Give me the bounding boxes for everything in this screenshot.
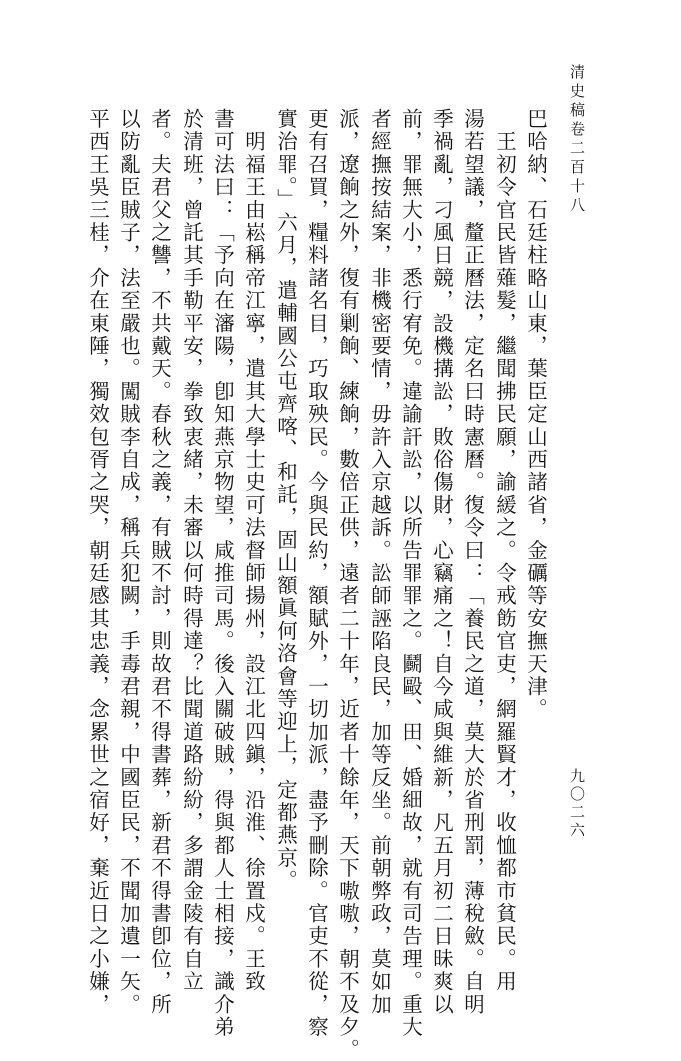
text-column: 明福王由崧稱帝江寧，遣其大學士史可法督師揚州，設江北四鎭，沿淮、徐置戍。王致 xyxy=(241,108,266,994)
text-column: 書可法曰：「予向在瀋陽，卽知燕京物望，咸推司馬。後入關破賊，得與都人士相接，識介弟 xyxy=(210,108,235,1039)
text-column: 於清班，曾託其手勒平安，拳致衷緒，未審以何時得達？比聞道路紛紛，多謂金陵有自立 xyxy=(179,108,204,994)
text-column: 者。夫君父之讐，不共戴天。春秋之義，有賊不討，則故君不得書葬，新君不得書卽位，所 xyxy=(147,108,172,1016)
text-column: 王初令官民皆薙髮，繼聞拂民願，諭緩之。令戒飭官吏，網羅賢才，收恤都市貧民。用 xyxy=(492,108,517,994)
text-column: 以防亂臣賊子，法至嚴也。闖賊李自成，稱兵犯闕，手毒君親，中國臣民，不聞加遺一矢。 xyxy=(116,108,141,1016)
page-number: 九〇二六 xyxy=(568,768,586,840)
text-column: 湯若望議，釐正曆法，定名曰時憲曆。復令曰：「養民之道，莫大於省刑罰，薄稅斂。自明 xyxy=(460,108,485,1016)
text-column: 季禍亂，刁風日競，設機搆訟，敗俗傷財，心竊痛之！自今咸與維新，凡五月初二日昧爽以 xyxy=(429,108,454,1016)
text-column: 者經撫按結案，非機密要情，毋許入京越訴。訟師誣陷良民，加等反坐。前朝弊政，莫如加 xyxy=(367,108,392,1016)
book-title-header: 清史稿卷二百十八 xyxy=(568,64,586,216)
text-column: 派，遼餉之外，復有剿餉、練餉，數倍正供，遠者二十年，近者十餘年，天下嗷嗷，朝不及夕。 xyxy=(335,108,360,1061)
text-column: 實治罪。」六月，遣輔國公屯齊喀、和託，固山額眞何洛會等迎上，定都燕京。 xyxy=(273,108,298,893)
text-column: 前，罪無大小，悉行宥免。違諭訐訟，以所告罪罪之。鬬毆、田、婚細故，就有司告理。重大 xyxy=(398,108,423,1039)
text-column: 更有召買，糧料諸名目，巧取殃民。今與民約，額賦外，一切加派，盡予刪除。官吏不從，察 xyxy=(304,108,329,1039)
text-column: 平西王吳三桂，介在東陲，獨效包胥之哭，朝廷感其忠義，念累世之宿好，棄近日之小嫌， xyxy=(85,108,110,1016)
text-column: 巴哈納、石廷柱略山東，葉臣定山西諸省，金礪等安撫天津。 xyxy=(523,108,548,721)
